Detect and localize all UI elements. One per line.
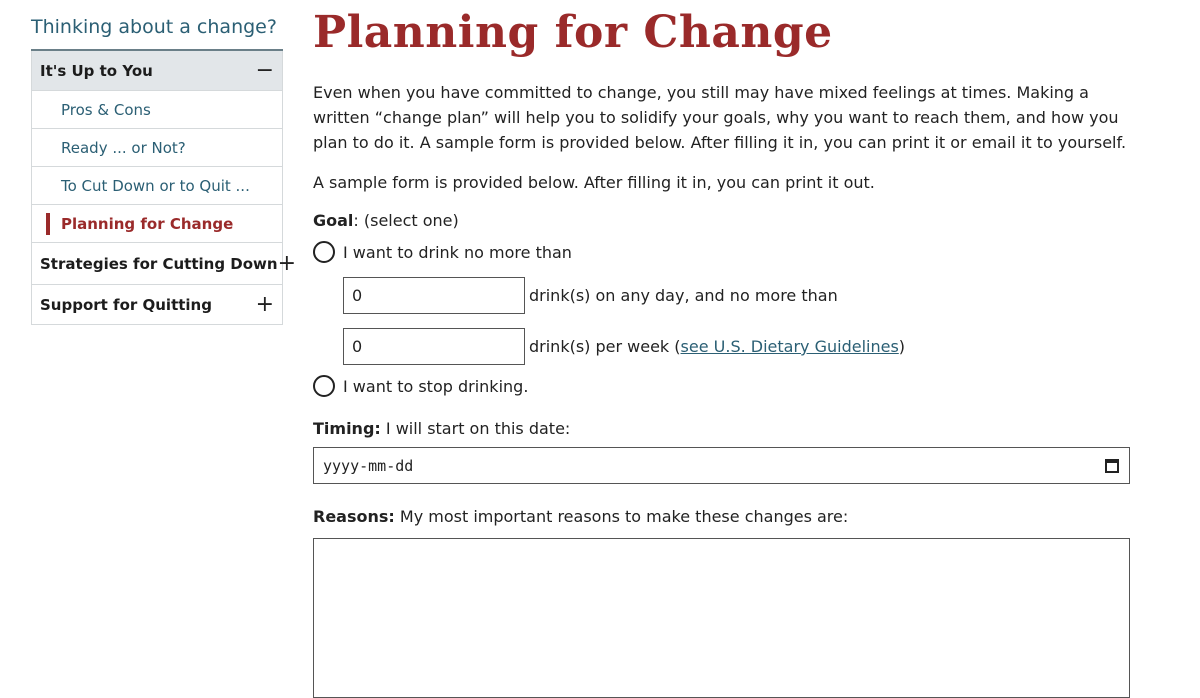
reasons-text: My most important reasons to make these changes are: [394,507,849,526]
weekly-drinks-prefix: drink(s) per week ( [529,337,681,356]
goal-option-stop[interactable] [313,375,1130,397]
goal-option-limit-label: I want to drink no more than [343,242,572,262]
daily-drinks-input[interactable] [343,277,525,314]
weekly-drinks-suffix: ) [898,337,906,356]
goal-label-bold: Goal [313,211,354,230]
goal-option-limit[interactable] [313,241,1130,263]
daily-drinks-label: drink(s) on any day, and no more than [529,286,838,305]
goal-hint: : (select one) [353,211,459,230]
nav-section-label: It's Up to You [40,61,153,80]
nav-item-pros-cons[interactable]: Pros & Cons [31,91,283,129]
weekly-drinks-input[interactable] [343,328,525,365]
nav-item-planning-for-change[interactable]: Planning for Change [31,205,283,243]
reasons-textarea[interactable] [313,538,1130,698]
expand-icon[interactable]: + [255,291,274,317]
page-title: Planning for Change [313,7,833,58]
date-placeholder: yyyy-mm-dd [323,456,414,475]
reasons-label-bold: Reasons: [313,507,395,526]
timing-label-bold: Timing: [313,419,381,438]
nav-section-strategies[interactable] [31,243,297,285]
sidebar [31,14,297,325]
expand-icon[interactable]: + [277,250,297,276]
radio-stop[interactable] [313,375,335,397]
weekly-limit-row [343,328,1130,365]
timing-label [313,416,1130,441]
sidebar-nav [31,49,297,325]
timing-text: I will start on this date: [380,419,571,438]
intro-paragraph-2: A sample form is provided below. After filling it in, you can print it out. [313,173,875,192]
nav-section-label: Support for Quitting [40,295,212,314]
goal-option-stop-label: I want to stop drinking. [343,376,529,396]
daily-limit-row [343,277,1130,314]
dietary-guidelines-link[interactable]: see U.S. Dietary Guidelines [680,337,899,356]
nav-section-support[interactable] [31,285,283,325]
reasons-label [313,504,1130,529]
sidebar-heading[interactable]: Thinking about a change? [31,16,277,38]
calendar-icon[interactable] [1105,459,1119,473]
nav-section-label: Strategies for Cutting Down [40,254,278,273]
nav-section-its-up-to-you[interactable] [31,51,283,91]
radio-limit[interactable] [313,241,335,263]
nav-item-ready-or-not[interactable]: Ready ... or Not? [31,129,283,167]
start-date-input[interactable] [313,447,1130,484]
main-content [313,0,1130,698]
collapse-icon[interactable]: − [255,57,274,83]
goal-label [313,208,1130,233]
nav-item-cut-down-or-quit[interactable]: To Cut Down or to Quit ... [31,167,283,205]
intro-paragraph: Even when you have committed to change, you still may have mixed feelings at times. Making a written “change plan” will help you to solidify your goals, why you want to reach them, and how you plan to do it. A sample form is provided below. After filling it in, you can print it or email it to yourself. [313,83,1127,152]
